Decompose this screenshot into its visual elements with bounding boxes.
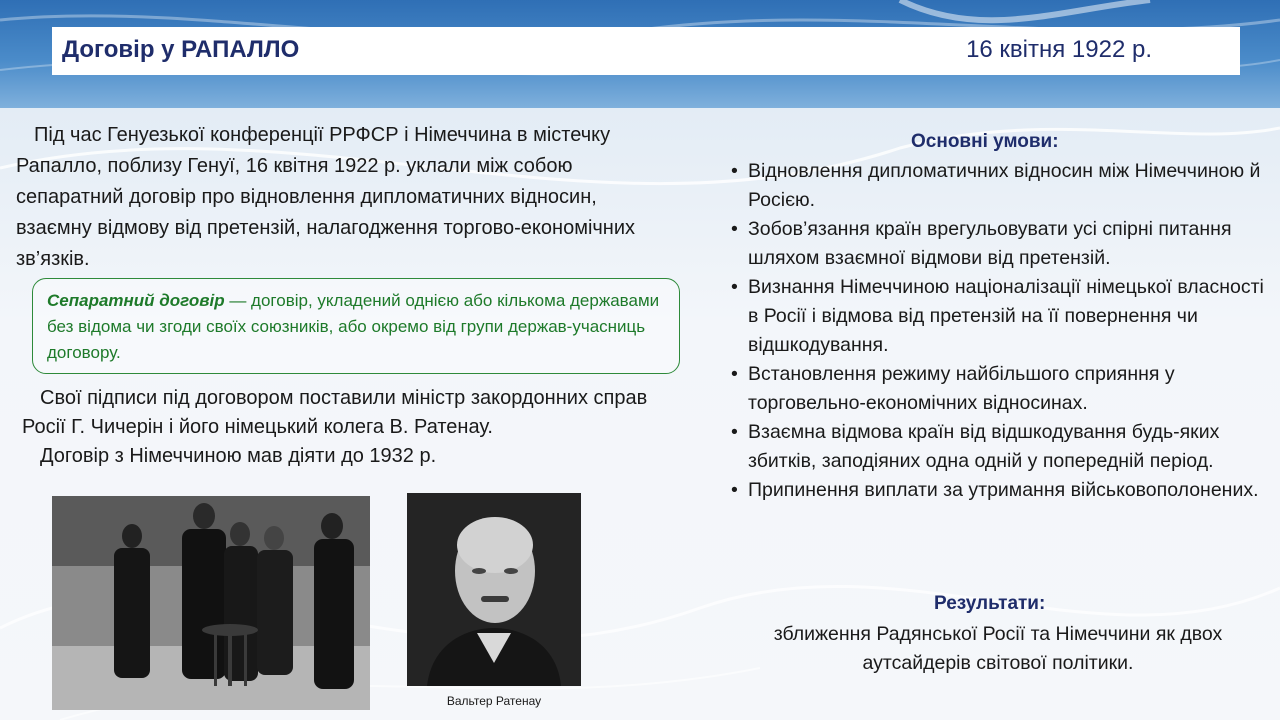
treaty-date: 16 квітня 1922 р.	[966, 36, 1152, 63]
condition-text: Відновлення дипломатичних відносин між Німеччиною й Росією.	[748, 160, 1261, 211]
condition-item	[731, 157, 1271, 215]
bullet-icon: •	[731, 276, 738, 298]
treaty-validity-text: Договір з Німеччиною мав діяти до 1932 р.	[40, 445, 437, 467]
intro-paragraph	[16, 120, 676, 275]
bullet-icon: •	[731, 421, 738, 443]
portrait-image	[407, 493, 581, 686]
definition-term: Сепаратний договір	[47, 291, 225, 310]
intro-text: Під час Генуезької конференції РРФСР і Німеччина в містечку Рапалло, поблизу Генуї, 16 квітня 1922 р. уклали між собою сепаратний договір про відновлення дипломатичних відносин, взаємну відмову від претензій, налагодження торгово-економічних зв’язків.	[16, 124, 636, 270]
condition-text: Взаємна відмова країн від відшкодування будь-яких збитків, заподіяних одна одній у попередній період.	[748, 421, 1220, 472]
definition-text	[47, 288, 667, 366]
definition-body: — договір, укладений однією або кількома державами без відома чи згоди своїх союзників, або окремо від групи держав-учасниць договору.	[47, 291, 660, 362]
bullet-icon: •	[731, 160, 738, 182]
page-title: Договір у РАПАЛЛО	[62, 36, 300, 63]
condition-text: Встановлення режиму найбільшого сприяння у торговельно-економічних відносинах.	[748, 363, 1175, 414]
results-text: зближення Радянської Росії та Німеччини як двох аутсайдерів світової політики.	[773, 623, 1223, 674]
condition-text: Визнання Німеччиною націоналізації німецької власності в Росії і відмова від претензій на її повернення чи відшкодування.	[748, 276, 1264, 356]
condition-text: Зобов’язання країн врегульовувати усі спірні питання шляхом взаємної відмови від претензій.	[748, 218, 1232, 269]
bullet-icon: •	[731, 363, 738, 385]
condition-item	[731, 418, 1271, 476]
bullet-icon: •	[731, 218, 738, 240]
group-photo-image	[52, 496, 370, 710]
conditions-list	[731, 157, 1271, 505]
group-photo	[52, 496, 370, 710]
condition-text: Припинення виплати за утримання військовополонених.	[748, 479, 1259, 501]
definition-box	[32, 278, 680, 374]
condition-item	[731, 215, 1271, 273]
condition-item	[731, 273, 1271, 360]
conditions-heading: Основні умови:	[911, 131, 1059, 152]
signers-paragraph	[22, 384, 682, 471]
condition-item	[731, 360, 1271, 418]
title-bar	[52, 27, 1240, 75]
bullet-icon: •	[731, 479, 738, 501]
signers-line-2	[22, 442, 682, 471]
portrait-photo	[407, 493, 581, 686]
results-heading: Результати:	[934, 593, 1046, 614]
condition-item	[731, 476, 1271, 505]
signers-line-1	[22, 384, 682, 442]
signers-text: Свої підписи під договором поставили міністр закордонних справ Росії Г. Чичерін і його німецький колега В. Ратенау.	[22, 387, 648, 438]
portrait-caption: Вальтер Ратенау	[446, 694, 542, 708]
